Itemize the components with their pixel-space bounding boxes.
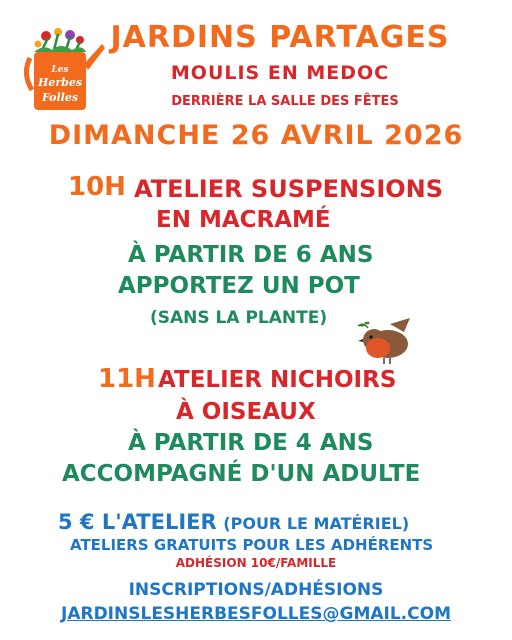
free-for-members: ATELIERS GRATUITS POUR LES ADHÉRENTS bbox=[70, 536, 434, 554]
price-main: 5 € L'ATELIER bbox=[58, 510, 217, 534]
atelier2-title-line1: ATELIER NICHOIRS bbox=[158, 367, 397, 393]
atelier1-age: À PARTIR DE 6 ANS bbox=[128, 242, 374, 268]
contact-email-link[interactable]: JARDINSLESHERBESFOLLES@GMAIL.COM bbox=[61, 604, 451, 624]
membership-fee: ADHÉSION 10€/FAMILLE bbox=[175, 556, 337, 570]
atelier2-title-line2: À OISEAUX bbox=[176, 399, 316, 425]
atelier1-title-line1: ATELIER SUSPENSIONS bbox=[134, 175, 444, 203]
event-title: JARDINS PARTAGES bbox=[110, 20, 450, 55]
logo-text-2: Herbes bbox=[37, 76, 83, 89]
atelier2-age: À PARTIR DE 4 ANS bbox=[128, 430, 374, 456]
atelier1-time: 10H bbox=[68, 172, 126, 202]
atelier1-note: (SANS LA PLANTE) bbox=[150, 308, 328, 328]
robin-bird-icon bbox=[354, 316, 414, 366]
price-note: (POUR LE MATÉRIEL) bbox=[223, 514, 410, 533]
event-subtitle: MOULIS EN MEDOC bbox=[170, 62, 390, 84]
atelier1-title-line2: EN MACRAMÉ bbox=[156, 207, 331, 233]
atelier1-bring: APPORTEZ UN POT bbox=[118, 273, 360, 299]
logo-text-1: Les bbox=[51, 65, 69, 75]
event-date: DIMANCHE 26 AVRIL 2026 bbox=[48, 120, 464, 151]
price-line bbox=[58, 510, 409, 534]
logo-text-3: Folles bbox=[41, 91, 79, 104]
atelier2-time: 11H bbox=[98, 364, 156, 394]
atelier2-adult: ACCOMPAGNÉ D'UN ADULTE bbox=[62, 461, 421, 487]
event-location: DERRIÈRE LA SALLE DES FÊTES bbox=[171, 94, 399, 109]
contact-label: INSCRIPTIONS/ADHÉSIONS bbox=[128, 580, 384, 600]
